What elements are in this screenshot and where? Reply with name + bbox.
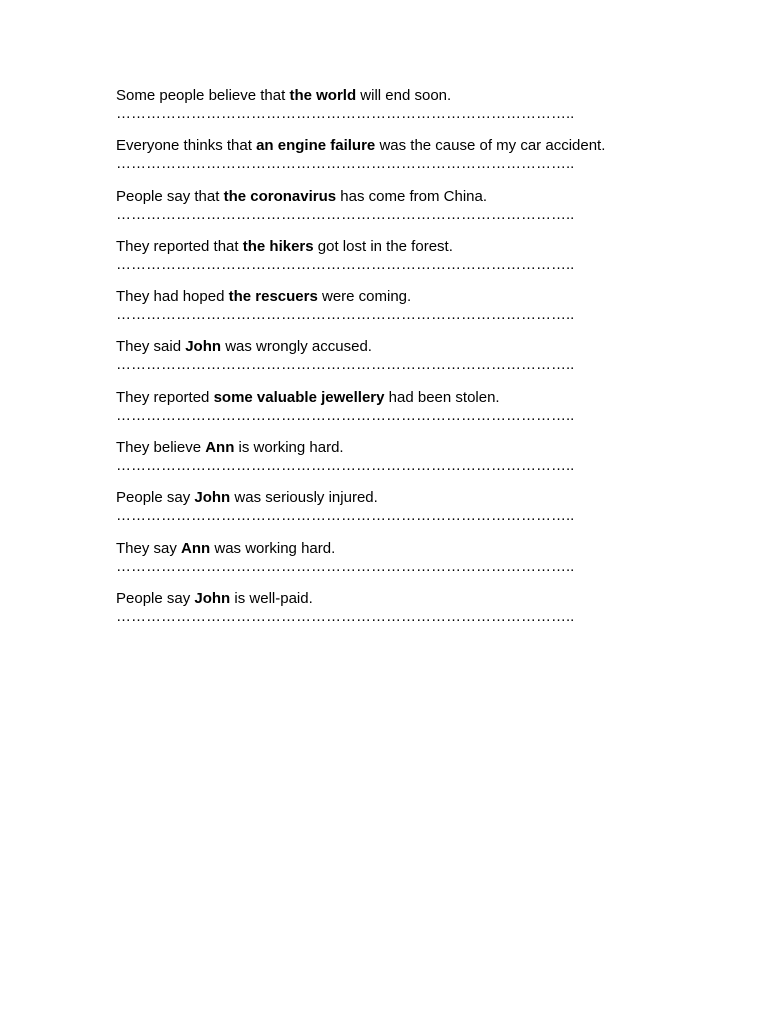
answer-line[interactable]: ……………………………………………………………………………….. (116, 457, 575, 475)
exercise-item (116, 237, 736, 287)
exercise-sentence (116, 438, 736, 457)
answer-line[interactable]: ……………………………………………………………………………….. (116, 306, 575, 324)
answer-line[interactable]: ……………………………………………………………………………….. (116, 155, 575, 173)
sentence-emphasis: an engine failure (256, 137, 376, 155)
answer-line[interactable]: ……………………………………………………………………………….. (116, 607, 575, 625)
sentence-end: got lost in the forest. (313, 237, 453, 255)
sentence-emphasis: the rescuers (228, 288, 318, 306)
exercise-sentence (116, 237, 736, 256)
exercise-item (116, 337, 736, 387)
sentence-emphasis: the world (289, 87, 357, 104)
sentence-start: Some people believe that (116, 87, 290, 104)
sentence-start: People say that (116, 187, 224, 205)
answer-line[interactable]: ……………………………………………………………………………….. (116, 205, 575, 223)
exercise-item (116, 488, 736, 538)
exercise-sentence (116, 86, 736, 105)
exercise-sentence (116, 136, 736, 155)
sentence-end: had been stolen. (384, 388, 500, 406)
sentence-end: was seriously injured. (230, 489, 378, 507)
exercise-sentence (116, 539, 736, 558)
sentence-start: They had hoped (116, 288, 229, 306)
exercise-sentence (116, 337, 736, 356)
sentence-start: They say (116, 539, 182, 557)
exercise-item (116, 388, 736, 438)
answer-line[interactable]: ……………………………………………………………………………….. (116, 557, 575, 575)
sentence-start: They believe (116, 439, 206, 457)
exercise-sentence (116, 388, 736, 407)
exercise-sentence (116, 287, 736, 306)
exercise-item (116, 287, 736, 337)
sentence-end: was working hard. (210, 539, 336, 557)
sentence-end: was wrongly accused. (221, 338, 372, 356)
sentence-emphasis: Ann (205, 439, 235, 457)
exercise-item (116, 86, 736, 136)
sentence-start: People say (116, 589, 195, 607)
answer-line[interactable]: ……………………………………………………………………………….. (116, 406, 575, 424)
sentence-emphasis: John (194, 489, 231, 507)
sentence-emphasis: some valuable jewellery (213, 388, 385, 406)
answer-line[interactable]: ……………………………………………………………………………….. (116, 507, 575, 525)
answer-line[interactable]: ……………………………………………………………………………….. (116, 105, 575, 122)
sentence-end: was the cause of my car accident. (375, 137, 606, 155)
sentence-end: were coming. (317, 288, 412, 306)
sentence-start: They said (116, 338, 186, 356)
sentence-emphasis: Ann (181, 539, 211, 557)
sentence-emphasis: John (185, 338, 222, 356)
exercise-sentence (116, 187, 736, 206)
sentence-end: has come from China. (336, 187, 488, 205)
sentence-emphasis: John (194, 589, 231, 607)
exercise-item (116, 589, 736, 639)
sentence-end: is working hard. (234, 439, 344, 457)
sentence-emphasis: the coronavirus (223, 187, 337, 205)
sentence-end: will end soon. (356, 87, 452, 104)
sentence-start: People say (116, 489, 195, 507)
sentence-end: is well-paid. (230, 589, 313, 607)
answer-line[interactable]: ……………………………………………………………………………….. (116, 356, 575, 374)
exercise-sentence (116, 589, 736, 608)
answer-line[interactable]: ……………………………………………………………………………….. (116, 255, 575, 273)
exercise-item (116, 136, 736, 186)
exercise-item (116, 539, 736, 589)
sentence-start: They reported that (116, 237, 243, 255)
exercise-item (116, 438, 736, 488)
sentence-emphasis: the hikers (242, 237, 314, 255)
sentence-start: Everyone thinks that (116, 137, 257, 155)
exercise-item (116, 187, 736, 237)
sentence-start: They reported (116, 388, 214, 406)
exercise-sentence (116, 488, 736, 507)
worksheet (116, 86, 736, 639)
